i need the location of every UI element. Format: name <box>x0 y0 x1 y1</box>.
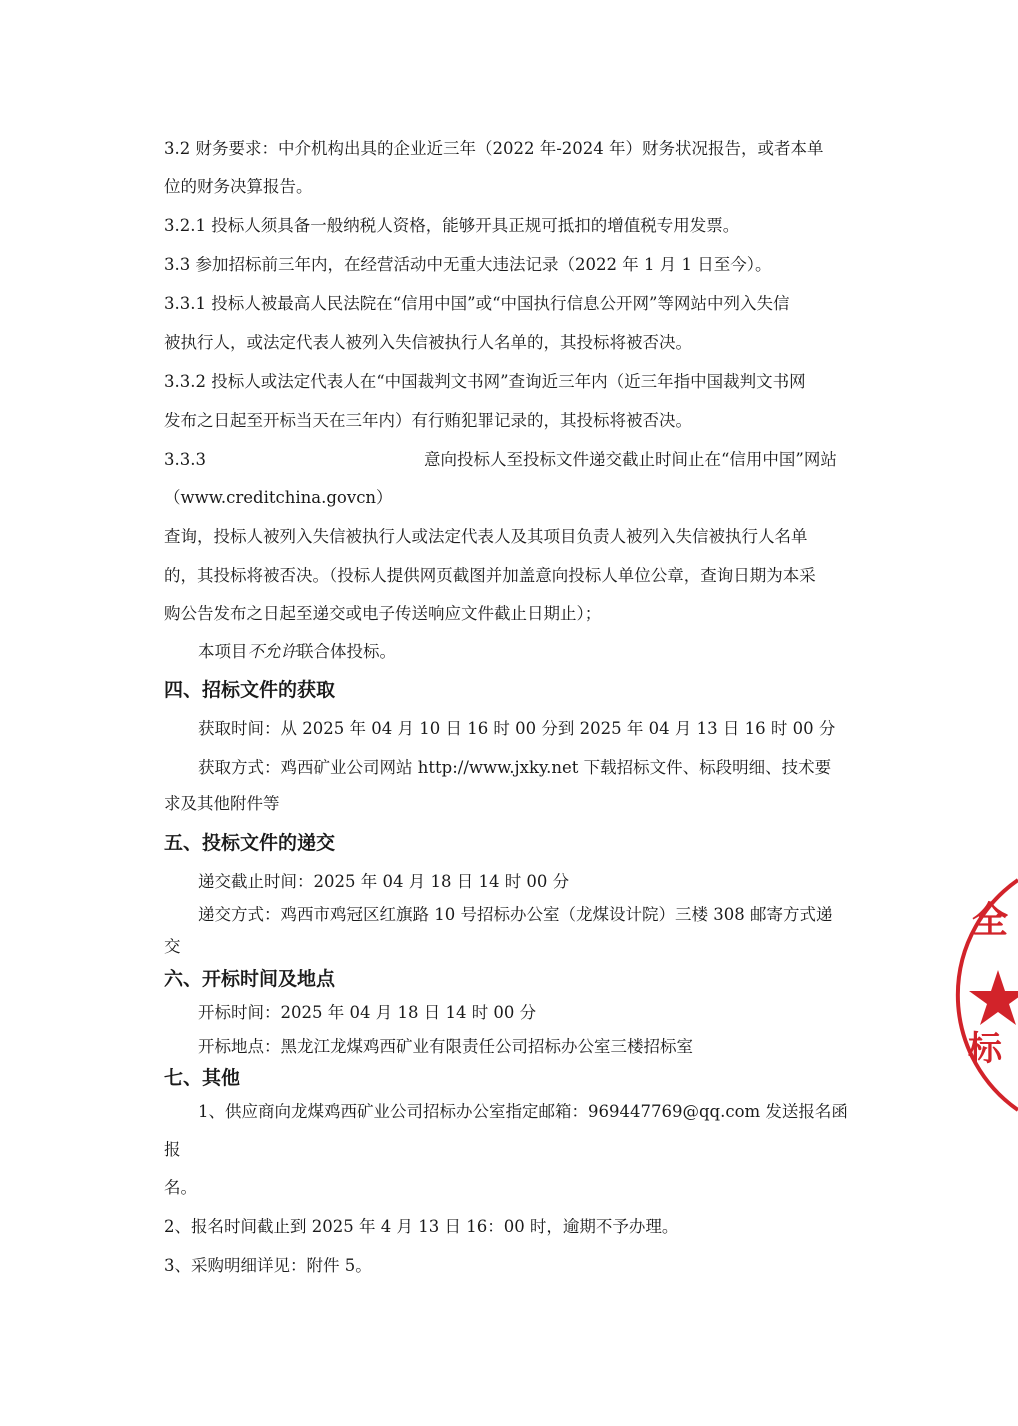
text-line: 报 <box>164 1140 181 1159</box>
text-line: 发布之日起至开标当天在三年内）有行贿犯罪记录的，其投标将被否决。 <box>164 411 692 430</box>
text-line: 获取时间：从 2025 年 04 月 10 日 16 时 00 分到 2025 年 04 月 13 日 16 时 00 分 <box>198 719 836 738</box>
text-line: 2、报名时间截止到 2025 年 4 月 13 日 16：00 时，逾期不予办理。 <box>164 1217 679 1236</box>
seal-star <box>969 970 1018 1025</box>
text-line: 获取方式：鸡西矿业公司网站 http://www.jxky.net 下载招标文件、标段明细、技术要 <box>198 758 832 777</box>
text-line: 开标地点：黑龙江龙煤鸡西矿业有限责任公司招标办公室三楼招标室 <box>198 1037 693 1056</box>
italic-span: 不允许 <box>247 642 297 661</box>
text-line: 3.3.1 投标人被最高人民法院在“信用中国”或“中国执行信息公开网”等网站中列入失信 <box>164 294 790 313</box>
section-heading-7: 七、其他 <box>164 1067 241 1089</box>
text-line: 的，其投标将被否决。（投标人提供网页截图并加盖意向投标人单位公章，查询日期为本采 <box>164 566 816 585</box>
section-heading-6: 六、开标时间及地点 <box>164 968 336 990</box>
text-line: 递交截止时间：2025 年 04 月 18 日 14 时 00 分 <box>198 872 570 891</box>
text-line <box>198 641 396 663</box>
text-line: 购公告发布之日起至递交或电子传送响应文件截止日期止）； <box>164 604 602 623</box>
text-line: 求及其他附件等 <box>164 794 280 813</box>
text-line: 交 <box>164 937 181 956</box>
text-line: 3.2.1 投标人须具备一般纳税人资格，能够开具正规可抵扣的增值税专用发票。 <box>164 216 740 235</box>
text-line: 3.2 财务要求：中介机构出具的企业近三年（2022 年-2024 年）财务状况报告，或者本单 <box>164 139 824 158</box>
seal-stamp <box>958 880 1018 1110</box>
section-heading-4: 四、招标文件的获取 <box>164 679 336 701</box>
text-span: 联合体投标。 <box>297 642 396 661</box>
section-heading-5: 五、投标文件的递交 <box>164 832 336 854</box>
text-line: 名。 <box>164 1178 197 1197</box>
text-line: 开标时间：2025 年 04 月 18 日 14 时 00 分 <box>198 1003 537 1022</box>
seal-char: 全 <box>972 900 1009 941</box>
text-line: 3、采购明细详见：附件 5。 <box>164 1256 372 1275</box>
text-line: 查询，投标人被列入失信被执行人或法定代表人及其项目负责人被列入失信被执行人名单 <box>164 527 808 546</box>
text-line: 位的财务决算报告。 <box>164 177 313 196</box>
text-line: 递交方式：鸡西市鸡冠区红旗路 10 号招标办公室（龙煤设计院）三楼 308 邮寄方式递 <box>198 905 833 924</box>
seal-char: 标 <box>968 1029 1002 1069</box>
text-line: 3.3.3 <box>164 450 206 469</box>
text-line: 3.3 参加招标前三年内，在经营活动中无重大违法记录（2022 年 1 月 1 日至今）。 <box>164 255 772 274</box>
text-span: 本项目 <box>198 642 248 661</box>
text-line: 1、供应商向龙煤鸡西矿业公司招标办公室指定邮箱：969447769@qq.com 发送报名函 <box>198 1102 848 1121</box>
url-line: （www.creditchina.govcn） <box>164 488 393 507</box>
text-line: 3.3.2 投标人或法定代表人在“中国裁判文书网”查询近三年内（近三年指中国裁判文书网 <box>164 372 806 391</box>
text-line: 意向投标人至投标文件递交截止时间止在“信用中国”网站 <box>424 450 837 469</box>
text-line: 被执行人，或法定代表人被列入失信被执行人名单的，其投标将被否决。 <box>164 333 692 352</box>
